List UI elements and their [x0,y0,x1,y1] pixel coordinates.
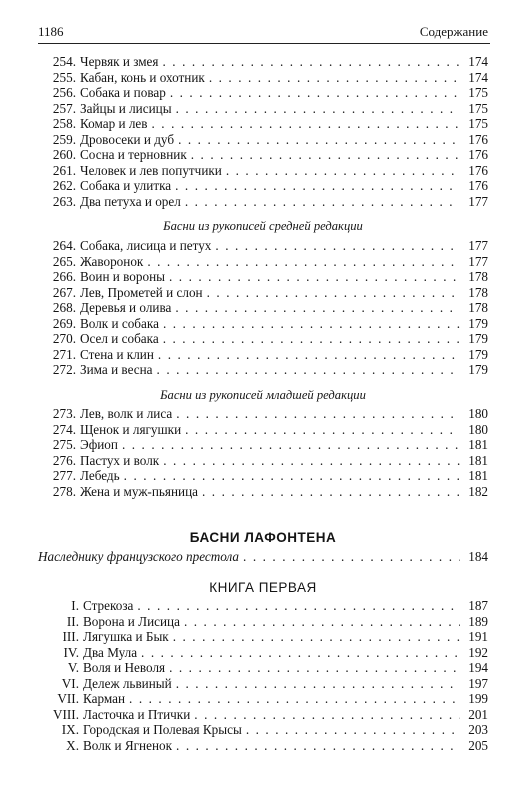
part-title: БАСНИ ЛАФОНТЕНА [189,530,337,545]
toc-entry-page: 181 [468,452,488,468]
leader-dots [176,676,460,692]
leader-dots [226,163,460,179]
toc-entry-page: 175 [468,116,488,131]
leader-dots [147,254,460,270]
toc-entry-page: 179 [468,362,488,377]
leader-dots [176,101,460,117]
toc-entry-number: 266. [52,269,76,284]
toc-entry-title: Дележ львиный [83,675,172,691]
toc-entry-number: 268. [52,300,76,315]
toc-entry-number: I. [71,598,79,613]
toc-entry-number: 262. [52,178,76,193]
leader-dots [163,453,460,469]
toc-entry [38,362,488,378]
leader-dots [207,285,460,301]
toc-entry-title: Эфиоп [80,437,118,452]
toc-entry [38,194,488,210]
toc-entry-number: 260. [52,147,76,162]
toc-entry [38,147,488,163]
toc-entry [38,422,488,438]
leader-dots [169,269,460,285]
toc-entry-number: 264. [52,238,76,253]
toc-entry-page: 181 [468,468,488,483]
toc-entry-page: 199 [468,691,488,706]
toc-group-middle [38,238,488,378]
toc-entry [38,691,488,707]
toc-entry-page: 201 [468,706,488,722]
toc-entry-title: Зайцы и лисицы [80,100,172,116]
toc-entry-page: 179 [468,331,488,346]
toc-entry-page: 189 [468,613,488,629]
toc-entry [38,549,488,565]
toc-entry-title: Лягушка и Бык [83,629,169,644]
toc-entry [38,70,488,86]
toc-entry-title: Собака и улитка [80,178,172,193]
toc-entry-title: Воин и вороны [80,269,165,284]
toc-entry [38,598,488,614]
toc-entry [38,316,488,332]
toc-entry-title: Щенок и лягушки [80,421,182,437]
toc-entry [38,116,488,132]
toc-entry-number: VII. [57,691,79,706]
toc-entry-number: II. [66,613,79,629]
toc-entry-page: 174 [468,54,488,69]
toc-entry [38,406,488,422]
running-header [38,24,488,42]
toc-entry-page: 177 [468,253,488,269]
leader-dots [185,194,460,210]
toc-entry-number: 255. [52,69,76,85]
leader-dots [157,362,460,378]
toc-entry-number: VIII. [53,706,79,722]
toc-entry-number: 275. [52,437,76,452]
toc-entry [38,101,488,117]
toc-entry-number: 265. [52,253,76,269]
subheading-late-redaction: Басни из рукописей младшей редакции [160,388,366,402]
toc-entry-title: Два петуха и орел [80,193,181,209]
toc-entry-title: Дровосеки и дуб [80,131,175,147]
toc-entry-page: 177 [468,193,488,209]
leader-dots [122,437,460,453]
toc-entry [38,484,488,500]
toc-entry-number: 263. [52,193,76,209]
leader-dots [191,147,460,163]
leader-dots [137,598,460,614]
toc-entry-title: Собака, лисица и петух [80,238,212,253]
leader-dots [178,132,460,148]
toc-entry-number: IV. [63,644,79,660]
toc-entry-title: Стена и клин [80,346,154,362]
toc-entry-title: Жаворонок [80,253,144,269]
page-number: 1186 [38,24,64,39]
toc-entry-title: Лев, волк и лиса [80,406,173,421]
toc-entry-title: Пастух и волк [80,452,160,468]
toc-entry [38,629,488,645]
toc-entry-page: 176 [468,147,488,162]
leader-dots [163,331,460,347]
book-title: КНИГА ПЕРВАЯ [209,580,317,595]
toc-entry-title: Собака и повар [80,85,166,100]
toc-entry-number: 276. [52,452,76,468]
toc-entry [38,331,488,347]
toc-entry-number: 274. [52,421,76,437]
toc-entry-number: X. [66,737,79,753]
toc-entry-number: V. [67,660,79,675]
toc-entry [38,132,488,148]
leader-dots [185,422,460,438]
leader-dots [129,691,460,707]
toc-entry-page: 181 [468,437,488,452]
toc-entry-page: 178 [468,300,488,315]
leader-dots [215,238,460,254]
toc-entry-title: Ласточка и Птички [83,706,191,722]
toc-entry-title: Воля и Неволя [83,660,166,675]
toc-entry-title: Наследнику французского престола [38,549,240,564]
leader-dots [202,484,460,500]
toc-entry-page: 176 [468,131,488,147]
toc-entry-title: Осел и собака [80,331,159,346]
toc-entry-number: 270. [52,331,76,346]
toc-group-late [38,406,488,499]
leader-dots [169,660,460,676]
leader-dots [243,549,460,565]
toc-entry [38,300,488,316]
toc-entry-number: 261. [52,162,76,178]
toc-entry [38,645,488,661]
leader-dots [184,614,460,630]
toc-entry-page: 205 [468,737,488,753]
toc-entry-number: IX. [61,722,79,737]
toc-entry [38,660,488,676]
toc-entry-title: Червяк и змея [80,54,159,69]
toc-entry-number: 269. [52,315,76,331]
toc-entry-page: 191 [468,629,488,644]
leader-dots [209,70,460,86]
toc-entry [38,178,488,194]
toc-entry-number: VI. [61,675,79,691]
leader-dots [175,300,460,316]
toc-entry-number: 256. [52,85,76,100]
toc-entry-title: Деревья и олива [80,300,172,315]
toc-entry [38,614,488,630]
toc-entry-page: 180 [468,406,488,421]
toc-entry-page: 175 [468,85,488,100]
toc-entry-number: 271. [52,346,76,362]
toc-entry [38,468,488,484]
toc-entry-number: 277. [52,468,76,483]
toc-entry-number: 267. [52,284,76,300]
toc-entry-page: 187 [468,598,488,613]
toc-entry-page: 179 [468,315,488,331]
toc-entry-title: Жена и муж-пьяница [80,483,198,499]
toc-entry-title: Сосна и терновник [80,147,187,162]
toc-entry-page: 197 [468,675,488,691]
toc-entry-page: 174 [468,69,488,85]
leader-dots [170,85,460,101]
toc-entry-number: 254. [52,54,76,69]
leader-dots [152,116,461,132]
toc-entry-page: 178 [468,269,488,284]
toc-entry-page: 177 [468,238,488,253]
toc-entry [38,738,488,754]
toc-entry [38,347,488,363]
toc-entry-page: 203 [468,722,488,737]
toc-dedication [38,549,488,565]
leader-dots [176,406,460,422]
toc-entry-page: 176 [468,178,488,193]
toc-entry-title: Кабан, конь и охотник [80,69,205,85]
toc-entry-page: 182 [468,483,488,499]
toc-entry-page: 192 [468,644,488,660]
toc-entry-page: 178 [468,284,488,300]
leader-dots [173,629,460,645]
toc-entry-number: 259. [52,131,76,147]
leader-dots [162,54,460,70]
toc-entry-title: Комар и лев [80,116,148,131]
toc-entry-title: Волк и собака [80,315,159,331]
subheading-middle-redaction: Басни из рукописей средней редакции [163,219,363,233]
leader-dots [158,347,460,363]
toc-entry-title: Волк и Ягненок [83,737,173,753]
toc-entry-title: Городская и Полевая Крысы [83,722,242,737]
toc-entry [38,163,488,179]
toc-entry [38,285,488,301]
toc-entry-page: 176 [468,162,488,178]
leader-dots [194,707,460,723]
leader-dots [175,178,460,194]
toc-entry-page: 194 [468,660,488,675]
toc-entry [38,85,488,101]
toc-entry-number: 272. [52,362,76,377]
toc-entry-title: Лебедь [80,468,120,483]
toc-entry-number: 278. [52,483,76,499]
toc-entry [38,676,488,692]
header-rule [38,43,490,44]
toc-entry-title: Человек и лев попутчики [80,162,222,178]
toc-entry [38,707,488,723]
leader-dots [176,738,460,754]
toc-group-early [38,54,488,209]
toc-entry [38,269,488,285]
toc-entry-title: Стрекоза [83,598,134,613]
leader-dots [124,468,460,484]
leader-dots [163,316,460,332]
toc-entry-page: 184 [468,549,488,564]
toc-entry-title: Два Мула [83,644,138,660]
toc-entry-title: Ворона и Лисица [83,613,180,629]
toc-entry-number: 257. [52,100,76,116]
toc-group-book-one [38,598,488,753]
toc-entry-title: Карман [83,691,126,706]
toc-entry [38,238,488,254]
toc-entry-number: III. [62,629,79,644]
toc-entry [38,254,488,270]
toc-entry-number: 258. [52,116,76,131]
toc-entry-page: 180 [468,421,488,437]
toc-entry-page: 179 [468,346,488,362]
leader-dots [246,722,460,738]
leader-dots [141,645,460,661]
toc-entry-number: 273. [52,406,76,421]
toc-entry [38,437,488,453]
toc-entry [38,453,488,469]
toc-entry-title: Зима и весна [80,362,153,377]
toc-entry [38,722,488,738]
toc-entry-page: 175 [468,100,488,116]
section-title: Содержание [419,24,488,39]
toc-entry [38,54,488,70]
toc-entry-title: Лев, Прометей и слон [80,284,203,300]
